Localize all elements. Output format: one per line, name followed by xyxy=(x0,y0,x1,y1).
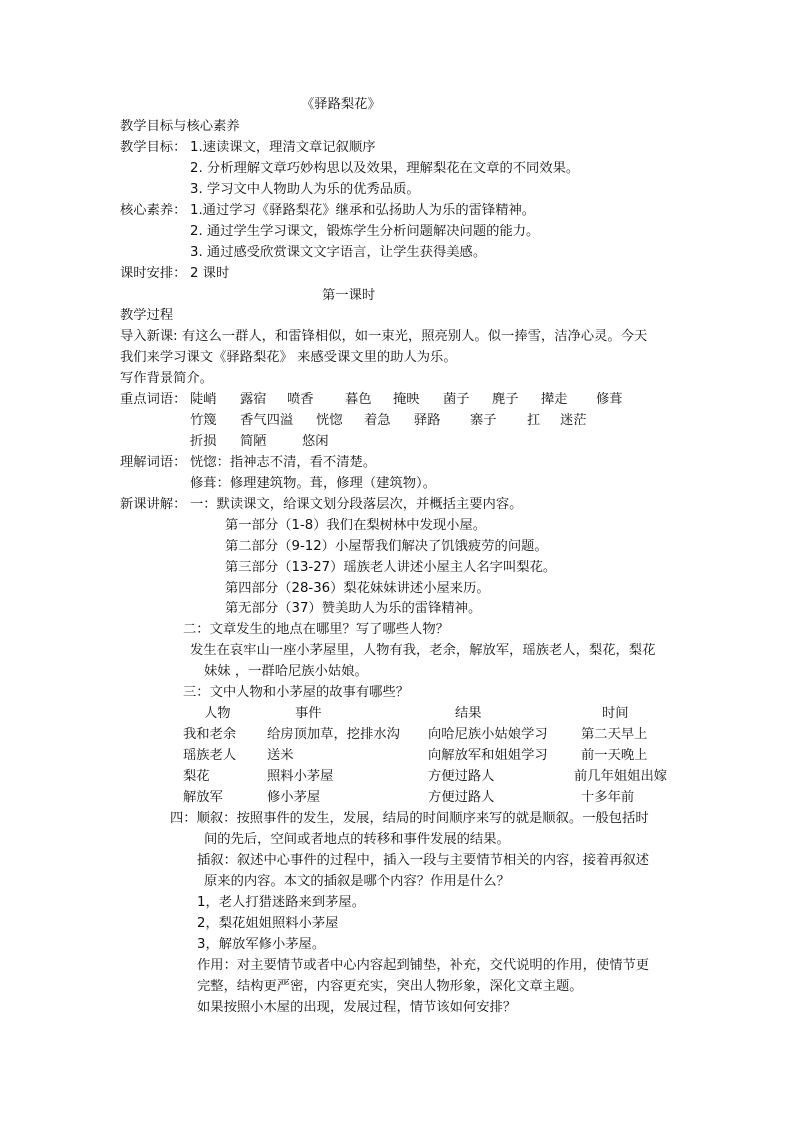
question-3: 三：文中人物和小茅屋的故事有哪些？ xyxy=(183,685,410,700)
keyword: 掩映 xyxy=(393,392,420,407)
flashback-line: 原来的内容。本文的插叙是哪个内容？作用是什么？ xyxy=(204,874,510,889)
intro-line: 我们来学习课文《驿路梨花》 来感受课文里的助人为乐。 xyxy=(120,350,457,365)
background-text: 写作背景简介。 xyxy=(120,371,214,386)
process-heading: 教学过程 xyxy=(120,308,174,323)
keyword: 暮色 xyxy=(345,392,372,407)
question-1: 一：默读课文，给课文划分段落层次，并概括主要内容。 xyxy=(190,497,523,512)
flashback-line: 插叙：叙述中心事件的过程中，插入一段与主要情节相关的内容，接着再叙述 xyxy=(197,853,650,868)
table-cell: 我和老余 xyxy=(183,727,237,742)
table-header: 事件 xyxy=(295,706,322,721)
section-part: 第二部分（9-12）小屋帮我们解决了饥饿疲劳的问题。 xyxy=(225,539,548,554)
table-cell: 送米 xyxy=(267,748,294,763)
keyword: 喷香 xyxy=(287,392,314,407)
keyword: 扛 xyxy=(527,413,541,428)
closing-question: 如果按照小木屋的出现，发展过程，情节该如何安排？ xyxy=(197,1000,517,1015)
table-cell: 瑶族老人 xyxy=(183,748,237,763)
flashback-point: 3，解放军修小茅屋。 xyxy=(197,937,326,952)
table-cell: 向解放军和姐姐学习 xyxy=(428,748,548,763)
keyword: 菌子 xyxy=(443,392,470,407)
answer-2-line: 发生在哀牢山一座小茅屋里，人物有我，老余，解放军，瑶族老人，梨花，梨花 xyxy=(190,643,656,658)
table-cell: 十多年前 xyxy=(581,790,635,805)
section-part: 第一部分（1-8）我们在梨树林中发现小屋。 xyxy=(225,518,487,533)
table-header: 时间 xyxy=(602,706,629,721)
effect-line: 完整，结构更严密，内容更充实，突出人物形象，深化文章主题。 xyxy=(197,979,583,994)
keyword: 着急 xyxy=(364,413,391,428)
answer-2-line: 妹妹 ，一群哈尼族小姑娘。 xyxy=(204,664,368,679)
keyword: 悠闲 xyxy=(302,434,329,449)
table-cell: 前几年姐姐出嫁 xyxy=(574,769,668,784)
intro-line: 导入新课: 有这么一群人，和雷锋相似，如一束光，照亮别人。似一捧雪，洁净心灵。今天 xyxy=(120,329,648,344)
effect-line: 作用：对主要情节或者中心内容起到铺垫，补充，交代说明的作用，使情节更 xyxy=(197,958,650,973)
table-header: 人物 xyxy=(204,706,231,721)
table-cell: 梨花 xyxy=(183,769,210,784)
table-cell: 解放军 xyxy=(183,790,223,805)
schedule-label: 课时安排： xyxy=(120,266,187,281)
table-cell: 修小茅屋 xyxy=(267,790,321,805)
competencies-label: 核心素养： xyxy=(120,203,187,218)
document-title: 《驿路梨花》 xyxy=(301,97,381,112)
table-cell: 方便过路人 xyxy=(428,769,495,784)
keyword: 陡峭 xyxy=(190,392,217,407)
objective-item: 2. 分析理解文章巧妙构思以及效果，理解梨花在文章的不同效果。 xyxy=(190,161,580,176)
competency-item: 2. 通过学生学习课文，锻炼学生分析问题解决问题的能力。 xyxy=(190,224,540,239)
keyword: 露宿 xyxy=(240,392,267,407)
flashback-point: 1，老人打猎迷路来到茅屋。 xyxy=(197,895,366,910)
objective-item: 1.速读课文，理清文章记叙顺序 xyxy=(190,140,376,155)
keyword: 驿路 xyxy=(414,413,441,428)
competency-item: 1.通过学习《驿路梨花》继承和弘扬助人为乐的雷锋精神。 xyxy=(190,203,536,218)
question-2: 二：文章发生的地点在哪里？写了哪些人物？ xyxy=(183,622,449,637)
keyword: 修葺 xyxy=(596,392,623,407)
table-cell: 照料小茅屋 xyxy=(267,769,334,784)
section-4-line: 四：顺叙：按照事件的发生，发展，结局的时间顺序来写的就是顺叙。一般包括时 xyxy=(170,811,649,826)
keyword: 恍惚 xyxy=(316,413,343,428)
new-lesson-label: 新课讲解： xyxy=(120,497,187,512)
keyword: 寨子 xyxy=(470,413,497,428)
understanding-label: 理解词语： xyxy=(120,455,187,470)
section-part: 第无部分（37）赞美助人为乐的雷锋精神。 xyxy=(225,601,482,616)
objectives-label: 教学目标： xyxy=(120,140,187,155)
keyword: 竹篾 xyxy=(190,413,217,428)
keyword: 麂子 xyxy=(492,392,519,407)
table-cell: 方便过路人 xyxy=(428,790,495,805)
keyword: 简陋 xyxy=(240,434,267,449)
section-part: 第四部分（28-36）梨花妹妹讲述小屋来历。 xyxy=(225,581,490,596)
keywords-label: 重点词语： xyxy=(120,392,187,407)
keyword: 迷茫 xyxy=(560,413,587,428)
keyword: 折损 xyxy=(190,434,217,449)
goals-heading: 教学目标与核心素养 xyxy=(120,119,240,134)
keyword: 撵走 xyxy=(541,392,568,407)
keyword: 香气四溢 xyxy=(240,413,294,428)
table-cell: 前一天晚上 xyxy=(581,748,648,763)
section-part: 第三部分（13-27）瑶族老人讲述小屋主人名字叫梨花。 xyxy=(225,560,557,575)
table-header: 结果 xyxy=(455,706,482,721)
flashback-point: 2，梨花姐姐照料小茅屋 xyxy=(197,916,339,931)
table-cell: 向哈尼族小姑娘学习 xyxy=(428,727,548,742)
understanding-line: 修葺：修理建筑物。葺，修理（建筑物）。 xyxy=(190,476,436,491)
lesson-title: 第一课时 xyxy=(322,288,376,303)
table-cell: 第二天早上 xyxy=(581,727,648,742)
section-4-line: 间的先后，空间或者地点的转移和事件发展的结果。 xyxy=(204,832,510,847)
schedule-value: 2 课时 xyxy=(190,266,230,281)
understanding-line: 恍惚：指神志不清，看不清楚。 xyxy=(190,455,377,470)
table-cell: 给房顶加草，挖排水沟 xyxy=(267,727,400,742)
competency-item: 3. 通过感受欣赏课文文字语言，让学生获得美感。 xyxy=(190,245,487,260)
objective-item: 3. 学习文中人物助人为乐的优秀品质。 xyxy=(190,182,420,197)
